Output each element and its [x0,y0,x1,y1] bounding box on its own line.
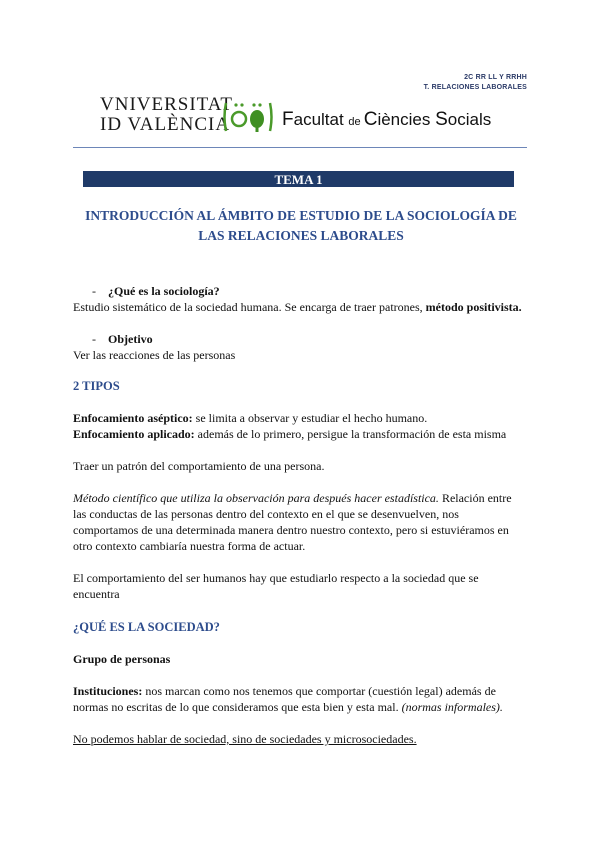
faculty-initial-c: C [363,109,378,130]
enfocamiento-aseptico-text: se limita a observar y estudiar el hecho humano. [192,411,428,425]
enfocamiento-aseptico [73,410,427,426]
page-title-line2: LAS RELACIONES LABORALES [198,228,404,243]
tema-banner [83,171,514,187]
faculty-initial-s: S [435,109,448,130]
university-logo-text [100,95,233,135]
metodo-rest: Relación entre [438,491,512,505]
university-name-line1: VNIVERSITAT [100,94,233,115]
instituciones-line2 [73,699,503,715]
metodo-paragraph-line1 [73,490,512,506]
objetivo-heading: Objetivo [108,332,153,346]
sociologia-definition [73,299,522,315]
tipos-heading: 2 TIPOS [73,379,120,393]
sociologia-heading: ¿Qué es la sociología? [108,284,220,298]
objetivo-text: Ver las reacciones de las personas [73,348,236,362]
page-title-line1: INTRODUCCIÓN AL ÁMBITO DE ESTUDIO DE LA SOCIOLOGÍA DE [85,208,517,223]
faculty-initial-f: F [282,109,294,130]
comportamiento-line1: El comportamiento del ser humanos hay que estudiarlo respecto a la sociedad que se [73,571,479,585]
enfocamiento-aplicado [73,426,506,442]
university-name-line2: ID VALÈNCIA [100,114,231,135]
comportamiento-line2: encuentra [73,587,120,601]
enfocamiento-aplicado-label: Enfocamiento aplicado: [73,427,195,441]
instituciones-label: Instituciones: [73,684,143,698]
faculty-word-ocials: ocials [447,110,492,129]
grupo-personas: Grupo de personas [73,652,171,666]
instituciones-line1 [73,683,496,699]
enfocamiento-aseptico-label: Enfocamiento aséptico: [73,411,193,425]
faculty-name [282,109,491,131]
sociologia-definition-text: Estudio sistemático de la sociedad humana. Se encarga de traer patrones, [73,300,426,314]
bullet-dash: - [92,284,96,298]
course-subject: T. RELACIONES LABORALES [423,84,527,91]
bullet-dash: - [92,332,96,346]
instituciones-italic: (normas informales). [401,700,503,714]
faculty-word-iencies: iències [377,110,436,129]
patron-text: Traer un patrón del comportamiento de una persona. [73,459,325,473]
faculty-word-de: de [348,116,364,128]
course-code: 2C RR LL Y RRHH [464,74,527,81]
instituciones-line2-text: normas no escritas de lo que consideramos que esta bien y esta mal. [73,700,402,714]
metodo-paragraph-line2: las conductas de las personas dentro del contexto en el que se desenvuelven, nos [73,507,459,521]
tema-label: TEMA 1 [274,172,323,187]
metodo-paragraph-line3: comportamos de una determinada manera dentro nuestro contexto, pero si estuviéramos en [73,523,509,537]
metodo-paragraph-line4: otro contexto cambiaría nuestra forma de actuar. [73,539,306,553]
faculty-word-acultat: acultat [293,110,349,129]
header-divider [73,147,527,148]
page-title [73,206,529,246]
faculty-emblem-icon [222,99,274,135]
metodo-italic: Método científico que utiliza la observación para después hacer estadística. [73,491,439,505]
sociologia-definition-bold: método positivista. [425,300,522,314]
closing-statement: No podemos hablar de sociedad, sino de sociedades y microsociedades. [73,732,417,746]
enfocamiento-aplicado-text: además de lo primero, persigue la transformación de esta misma [194,427,507,441]
instituciones-text: nos marcan como nos tenemos que comportar (cuestión legal) además de [142,684,496,698]
sociedad-heading: ¿QUÉ ES LA SOCIEDAD? [73,620,220,634]
